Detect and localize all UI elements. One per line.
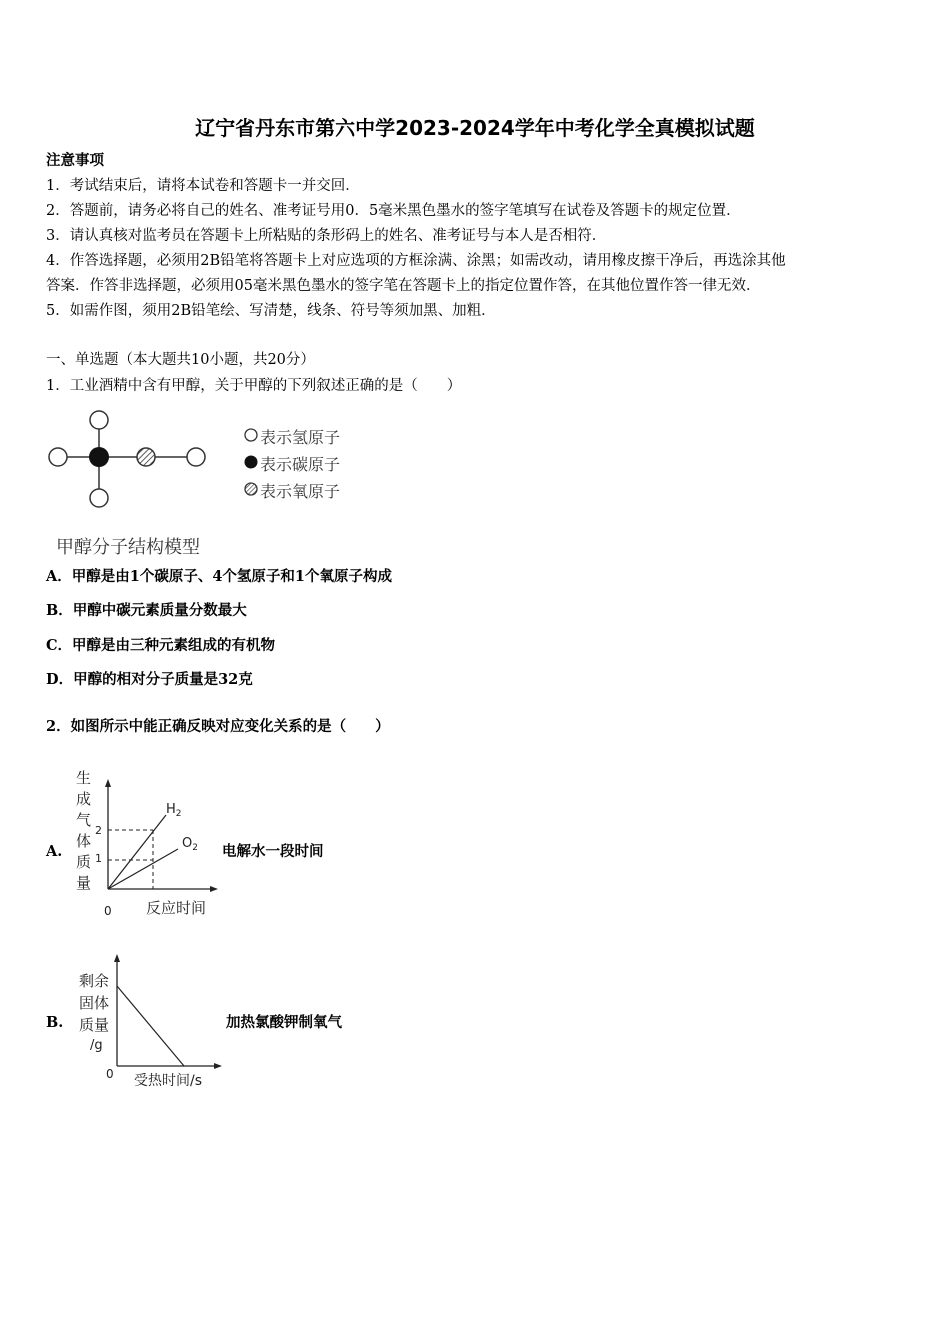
notice-item: 1．考试结束后，请将本试卷和答题卡一并交回． bbox=[46, 178, 360, 194]
o2-label: $O_2$ bbox=[182, 836, 198, 853]
origin-label: 0 bbox=[104, 904, 112, 918]
y-tick-2: 2 bbox=[95, 824, 102, 837]
notice-heading: 注意事项 bbox=[46, 152, 104, 169]
oxygen-atom bbox=[137, 448, 155, 466]
methanol-molecule-diagram bbox=[44, 406, 214, 512]
y-axis-label-char: 气 bbox=[76, 811, 92, 829]
oxygen-legend-icon bbox=[245, 483, 257, 495]
o2-line bbox=[108, 849, 178, 889]
question-1-stem: 1．工业酒精中含有甲醇，关于甲醇的下列叙述正确的是（ ） bbox=[46, 378, 462, 394]
y-tick-1: 1 bbox=[95, 852, 102, 865]
mass-line bbox=[117, 986, 184, 1066]
figure-caption: 甲醇分子结构模型 bbox=[56, 537, 200, 558]
y-axis-label-char: 量 bbox=[76, 874, 92, 892]
hydrogen-atom bbox=[187, 448, 205, 466]
hydrogen-legend-icon bbox=[245, 429, 257, 441]
x-axis-label: 受热时间/s bbox=[134, 1073, 203, 1089]
q1-option-c: C．甲醇是由三种元素组成的有机物 bbox=[46, 637, 276, 654]
electrolysis-graph bbox=[70, 765, 230, 920]
y-axis-label-line: 剩余 bbox=[79, 972, 110, 990]
notice-item: 2．答题前，请务必将自己的姓名、准考证号用0．5毫米黑色墨水的签字笔填写在试卷及答题卡的规定位置． bbox=[46, 203, 741, 219]
y-axis-label-line: /g bbox=[90, 1038, 103, 1053]
legend-symbols bbox=[243, 427, 259, 499]
y-axis-label-char: 体 bbox=[76, 832, 92, 850]
legend-hydrogen: 表示氢原子 bbox=[260, 428, 341, 447]
q2-option-a-letter: A. bbox=[46, 843, 63, 860]
q1-option-a: A．甲醇是由1个碳原子、4个氢原子和1个氧原子构成 bbox=[46, 568, 393, 585]
q2-option-b-letter: B. bbox=[46, 1014, 64, 1031]
legend-oxygen: 表示氧原子 bbox=[260, 482, 341, 501]
hydrogen-atom bbox=[49, 448, 67, 466]
y-axis-label-char: 成 bbox=[76, 790, 92, 808]
potassium-chlorate-graph bbox=[76, 952, 226, 1092]
y-axis-label-char: 生 bbox=[76, 769, 92, 787]
h2-line bbox=[108, 815, 166, 889]
notice-item: 5．如需作图，须用2B铅笔绘、写清楚，线条、符号等须加黑、加粗． bbox=[46, 303, 496, 319]
q1-option-d: D．甲醇的相对分子质量是32克 bbox=[46, 671, 253, 688]
hydrogen-atom bbox=[90, 411, 108, 429]
q2-option-a-desc: 电解水一段时间 bbox=[222, 843, 324, 860]
legend-carbon: 表示碳原子 bbox=[260, 455, 341, 474]
notice-item: 3．请认真核对监考员在答题卡上所粘贴的条形码上的姓名、准考证号与本人是否相符． bbox=[46, 228, 607, 244]
h2-label: $H_2$ bbox=[166, 802, 182, 819]
hydrogen-atom bbox=[90, 489, 108, 507]
section-heading: 一、单选题（本大题共10小题，共20分） bbox=[46, 352, 315, 368]
origin-label: 0 bbox=[106, 1067, 114, 1081]
y-axis-label-line: 固体 bbox=[79, 994, 110, 1012]
q2-option-b-desc: 加热氯酸钾制氧气 bbox=[226, 1014, 342, 1031]
page-title: 辽宁省丹东市第六中学2023-2024学年中考化学全真模拟试题 bbox=[195, 116, 755, 140]
y-axis-label-char: 质 bbox=[76, 853, 92, 871]
y-axis-label-line: 质量 bbox=[79, 1016, 110, 1034]
notice-item: 答案．作答非选择题，必须用05毫米黑色墨水的签字笔在答题卡上的指定位置作答，在其他位置作答一律无效． bbox=[46, 278, 761, 294]
notice-item: 4．作答选择题，必须用2B铅笔将答题卡上对应选项的方框涂满、涂黑；如需改动，请用橡皮擦干净后，再选涂其他 bbox=[46, 253, 786, 269]
carbon-legend-icon bbox=[245, 456, 258, 469]
x-axis-label: 反应时间 bbox=[146, 899, 207, 917]
carbon-atom bbox=[89, 447, 109, 467]
q1-option-b: B．甲醇中碳元素质量分数最大 bbox=[46, 602, 247, 619]
question-2-stem: 2．如图所示中能正确反映对应变化关系的是（ ） bbox=[46, 718, 390, 735]
